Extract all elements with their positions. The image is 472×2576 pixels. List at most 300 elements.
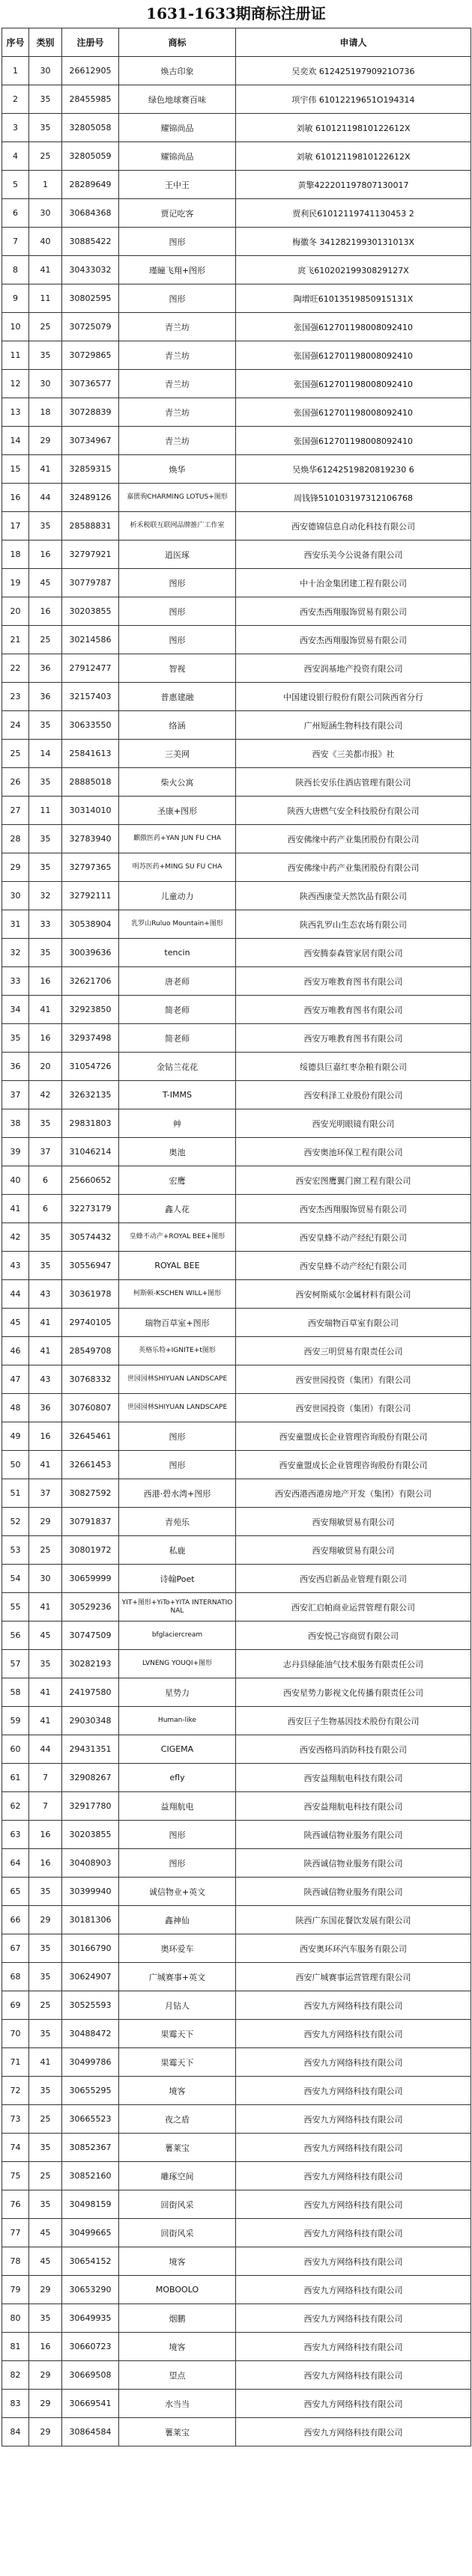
cell-reg-number: 30729865 (62, 341, 119, 370)
cell-applicant: 刘敏 61012119810122612X (236, 114, 471, 142)
cell-trademark: 青兰坊 (119, 370, 236, 398)
cell-reg-number: 30801972 (62, 1536, 119, 1565)
table-row (2, 1622, 471, 1650)
cell-index: 5 (2, 171, 29, 199)
cell-reg-number: 28289649 (62, 171, 119, 199)
cell-trademark: 瑞物百草室+图形 (119, 1309, 236, 1337)
table-row (2, 2219, 471, 2247)
cell-index: 40 (2, 1166, 29, 1195)
cell-reg-number: 32937498 (62, 1024, 119, 1053)
cell-class: 35 (29, 2077, 62, 2105)
table-row (2, 1195, 471, 1223)
cell-trademark: 图形 (119, 597, 236, 626)
cell-reg-number: 30399940 (62, 1878, 119, 1906)
cell-reg-number: 30166790 (62, 1934, 119, 1963)
table-row (2, 2276, 471, 2304)
cell-trademark: 奥池 (119, 1138, 236, 1166)
cell-trademark: 焕古印象 (119, 57, 236, 85)
cell-class: 11 (29, 797, 62, 825)
cell-trademark: T-IMMS (119, 1081, 236, 1109)
cell-reg-number: 32908267 (62, 1764, 119, 1792)
cell-reg-number: 26612905 (62, 57, 119, 85)
cell-class: 35 (29, 939, 62, 967)
cell-index: 24 (2, 711, 29, 740)
table-row (2, 2247, 471, 2276)
cell-applicant: 西安科泽工业股份有限公司 (236, 1081, 471, 1109)
cell-trademark: ROYAL BEE (119, 1252, 236, 1280)
cell-trademark: 绿色地球赛百味 (119, 85, 236, 114)
cell-applicant: 张国强612701198008092410 (236, 427, 471, 455)
cell-index: 73 (2, 2105, 29, 2134)
cell-reg-number: 28549708 (62, 1337, 119, 1365)
cell-trademark: 夜之盾 (119, 2105, 236, 2134)
cell-class: 40 (29, 228, 62, 256)
cell-applicant: 西安九方网络科技有限公司 (236, 2190, 471, 2219)
table-row (2, 626, 471, 654)
cell-class: 35 (29, 711, 62, 740)
cell-applicant: 张国强612701198008092410 (236, 341, 471, 370)
table-row (2, 1906, 471, 1934)
cell-reg-number: 30488472 (62, 2020, 119, 2048)
cell-reg-number: 32632135 (62, 1081, 119, 1109)
cell-trademark: 境客 (119, 2077, 236, 2105)
cell-index: 35 (2, 1024, 29, 1053)
cell-applicant: 西安童盟成长企业管理咨询股份有限公司 (236, 1422, 471, 1451)
cell-applicant: 西安万唯教育图书有限公司 (236, 1024, 471, 1053)
cell-reg-number: 30791837 (62, 1508, 119, 1536)
table-row (2, 1707, 471, 1735)
cell-index: 75 (2, 2162, 29, 2190)
cell-index: 80 (2, 2304, 29, 2333)
table-row (2, 1821, 471, 1849)
table-row (2, 1309, 471, 1337)
cell-reg-number: 29831803 (62, 1109, 119, 1138)
cell-index: 72 (2, 2077, 29, 2105)
cell-applicant: 西安乐美今公说备有限公司 (236, 541, 471, 569)
cell-trademark: 回街风采 (119, 2219, 236, 2247)
table-row (2, 569, 471, 597)
table-row (2, 1479, 471, 1508)
cell-applicant: 西安九方网络科技有限公司 (236, 2276, 471, 2304)
cell-class: 35 (29, 768, 62, 797)
cell-class: 41 (29, 2048, 62, 2077)
cell-applicant: 梅徽冬 34128219930131013X (236, 228, 471, 256)
table-row (2, 427, 471, 455)
header-trademark: 商标 (119, 28, 236, 57)
cell-applicant: 广州短涵生物科技有限公司 (236, 711, 471, 740)
cell-class: 35 (29, 1650, 62, 1678)
cell-applicant: 张国强612701198008092410 (236, 313, 471, 341)
cell-trademark: 诚信物业+英文 (119, 1878, 236, 1906)
cell-reg-number: 25660652 (62, 1166, 119, 1195)
cell-trademark: 青苑乐 (119, 1508, 236, 1536)
cell-class: 25 (29, 142, 62, 171)
table-body (2, 57, 471, 2446)
cell-trademark: MOBOOLO (119, 2276, 236, 2304)
table-row (2, 2390, 471, 2418)
page-title: 1631-1633期商标注册证 (146, 4, 326, 22)
cell-class: 35 (29, 512, 62, 541)
cell-trademark: 图形 (119, 1821, 236, 1849)
cell-trademark: 络涵 (119, 711, 236, 740)
cell-class: 16 (29, 1024, 62, 1053)
cell-index: 1 (2, 57, 29, 85)
cell-applicant: 西安世园投资（集团）有限公司 (236, 1365, 471, 1394)
cell-class: 35 (29, 2020, 62, 2048)
cell-class: 25 (29, 313, 62, 341)
cell-reg-number: 28455985 (62, 85, 119, 114)
cell-reg-number: 32792111 (62, 882, 119, 910)
table-row (2, 2190, 471, 2219)
cell-index: 29 (2, 853, 29, 882)
table-row (2, 1878, 471, 1906)
cell-class: 6 (29, 1195, 62, 1223)
cell-index: 38 (2, 1109, 29, 1138)
cell-class: 14 (29, 740, 62, 768)
cell-trademark: 宏鹰 (119, 1166, 236, 1195)
cell-class: 1 (29, 171, 62, 199)
cell-class: 35 (29, 1934, 62, 1963)
table-row (2, 228, 471, 256)
cell-trademark: 私鹿 (119, 1536, 236, 1565)
cell-index: 32 (2, 939, 29, 967)
cell-applicant: 西安九方网络科技有限公司 (236, 1991, 471, 2020)
cell-applicant: 西安奥池环保工程有限公司 (236, 1138, 471, 1166)
cell-reg-number: 32621706 (62, 967, 119, 996)
cell-class: 29 (29, 2276, 62, 2304)
table-row (2, 1337, 471, 1365)
cell-reg-number: 30725079 (62, 313, 119, 341)
cell-index: 77 (2, 2219, 29, 2247)
cell-reg-number: 30203855 (62, 1821, 119, 1849)
table-row (2, 1508, 471, 1536)
cell-index: 26 (2, 768, 29, 797)
cell-trademark: 英格乐特+IGNITE+t图形 (119, 1337, 236, 1365)
cell-applicant: 陕西乳罗山生态农场有限公司 (236, 910, 471, 939)
table-row (2, 370, 471, 398)
cell-reg-number: 30864584 (62, 2418, 119, 2446)
cell-reg-number: 30574432 (62, 1223, 119, 1252)
cell-applicant: 西安西启新品业管理有限公司 (236, 1565, 471, 1593)
table-row (2, 740, 471, 768)
table-row (2, 1024, 471, 1053)
cell-index: 6 (2, 199, 29, 228)
table-row (2, 398, 471, 427)
cell-applicant: 陶增旺61013519850915131X (236, 284, 471, 313)
cell-reg-number: 31046214 (62, 1138, 119, 1166)
table-row (2, 1138, 471, 1166)
cell-applicant: 西安奥环环汽车服务有限公司 (236, 1934, 471, 1963)
cell-class: 45 (29, 1622, 62, 1650)
cell-index: 42 (2, 1223, 29, 1252)
cell-applicant: 庹飞61020219930829127X (236, 256, 471, 284)
cell-class: 41 (29, 1451, 62, 1479)
cell-reg-number: 30408903 (62, 1849, 119, 1878)
cell-trademark: 星势力 (119, 1678, 236, 1707)
cell-class: 16 (29, 1422, 62, 1451)
cell-reg-number: 29740105 (62, 1309, 119, 1337)
cell-reg-number: 30669541 (62, 2390, 119, 2418)
cell-index: 54 (2, 1565, 29, 1593)
cell-index: 67 (2, 1934, 29, 1963)
cell-class: 37 (29, 1138, 62, 1166)
cell-applicant: 西安星势力影视文化传播有限责任公司 (236, 1678, 471, 1707)
cell-trademark: CIGEMA (119, 1735, 236, 1764)
table-row (2, 1934, 471, 1963)
cell-index: 41 (2, 1195, 29, 1223)
cell-trademark: 月钻人 (119, 1991, 236, 2020)
cell-index: 55 (2, 1593, 29, 1622)
cell-reg-number: 30665523 (62, 2105, 119, 2134)
table-row (2, 2048, 471, 2077)
cell-applicant: 西安三明贸易有限责任公司 (236, 1337, 471, 1365)
table-row (2, 1365, 471, 1394)
cell-index: 78 (2, 2247, 29, 2276)
cell-trademark: 境客 (119, 2247, 236, 2276)
cell-index: 52 (2, 1508, 29, 1536)
cell-reg-number: 30852367 (62, 2134, 119, 2162)
cell-class: 16 (29, 541, 62, 569)
table-row (2, 910, 471, 939)
cell-reg-number: 29431351 (62, 1735, 119, 1764)
cell-class: 36 (29, 1394, 62, 1422)
cell-reg-number: 30736577 (62, 370, 119, 398)
cell-index: 22 (2, 654, 29, 683)
cell-applicant: 西安九方网络科技有限公司 (236, 2162, 471, 2190)
cell-applicant: 中十治金集团建工程有限公司 (236, 569, 471, 597)
cell-reg-number: 32489126 (62, 484, 119, 512)
cell-class: 35 (29, 1878, 62, 1906)
cell-class: 45 (29, 2247, 62, 2276)
cell-applicant: 绥德县巨嘉红枣杂粮有限公司 (236, 1053, 471, 1081)
cell-trademark: 简老师 (119, 996, 236, 1024)
cell-trademark: 图形 (119, 1451, 236, 1479)
cell-trademark: 回街风采 (119, 2190, 236, 2219)
cell-reg-number: 30039636 (62, 939, 119, 967)
cell-class: 16 (29, 597, 62, 626)
table-row (2, 967, 471, 996)
cell-trademark: 唐老师 (119, 967, 236, 996)
cell-trademark: Human-like (119, 1707, 236, 1735)
cell-reg-number: 32157403 (62, 683, 119, 711)
table-row (2, 2162, 471, 2190)
cell-trademark: 薯莱宝 (119, 2418, 236, 2446)
cell-reg-number: 32923850 (62, 996, 119, 1024)
cell-class: 35 (29, 2134, 62, 2162)
table-row (2, 1252, 471, 1280)
cell-index: 65 (2, 1878, 29, 1906)
cell-trademark: efly (119, 1764, 236, 1792)
cell-reg-number: 30314010 (62, 797, 119, 825)
cell-index: 34 (2, 996, 29, 1024)
cell-index: 15 (2, 455, 29, 484)
table-row (2, 57, 471, 85)
cell-applicant: 西安光明眼镜有限公司 (236, 1109, 471, 1138)
cell-index: 2 (2, 85, 29, 114)
cell-class: 45 (29, 2219, 62, 2247)
cell-applicant: 西安悦己容商贸有限公司 (236, 1622, 471, 1650)
cell-index: 12 (2, 370, 29, 398)
cell-applicant: 西安柯斯威尔金属材料有限公司 (236, 1280, 471, 1309)
cell-trademark: 图形 (119, 1422, 236, 1451)
cell-class: 35 (29, 853, 62, 882)
cell-class: 35 (29, 1963, 62, 1991)
cell-applicant: 西安宏图鹰翼门窗工程有限公司 (236, 1166, 471, 1195)
cell-index: 81 (2, 2333, 29, 2361)
cell-applicant: 西安润基地产投资有限公司 (236, 654, 471, 683)
cell-class: 36 (29, 683, 62, 711)
cell-class: 33 (29, 910, 62, 939)
cell-class: 41 (29, 1593, 62, 1622)
cell-reg-number: 30499786 (62, 2048, 119, 2077)
table-row (2, 654, 471, 683)
cell-index: 68 (2, 1963, 29, 1991)
table-row (2, 341, 471, 370)
cell-reg-number: 32783940 (62, 825, 119, 853)
table-row (2, 1565, 471, 1593)
cell-trademark: 艸 (119, 1109, 236, 1138)
cell-class: 41 (29, 1678, 62, 1707)
cell-trademark: 耀锦尚品 (119, 142, 236, 171)
cell-applicant: 西安西格玛消防科技有限公司 (236, 1735, 471, 1764)
cell-applicant: 西安九方网络科技有限公司 (236, 2361, 471, 2390)
cell-index: 36 (2, 1053, 29, 1081)
cell-index: 60 (2, 1735, 29, 1764)
cell-class: 29 (29, 2418, 62, 2446)
cell-trademark: 焕华 (119, 455, 236, 484)
cell-class: 36 (29, 654, 62, 683)
cell-class: 25 (29, 626, 62, 654)
cell-applicant: 陕西诚信物业服务有限公司 (236, 1878, 471, 1906)
cell-index: 49 (2, 1422, 29, 1451)
cell-class: 25 (29, 2105, 62, 2134)
cell-applicant: 西安巨子生物基因技术股份有限公司 (236, 1707, 471, 1735)
cell-trademark: 烟鹏 (119, 2304, 236, 2333)
cell-reg-number: 32805059 (62, 142, 119, 171)
table-row (2, 768, 471, 797)
cell-applicant: 西安《三美都市报》社 (236, 740, 471, 768)
cell-class: 30 (29, 370, 62, 398)
cell-reg-number: 30181306 (62, 1906, 119, 1934)
cell-trademark: 析禾税联互联网品牌推广工作室 (119, 512, 236, 541)
cell-class: 7 (29, 1792, 62, 1821)
cell-index: 43 (2, 1252, 29, 1280)
cell-applicant: 西安九方网络科技有限公司 (236, 2020, 471, 2048)
cell-reg-number: 28885018 (62, 768, 119, 797)
table-row (2, 114, 471, 142)
cell-reg-number: 24197580 (62, 1678, 119, 1707)
cell-index: 14 (2, 427, 29, 455)
cell-trademark: 嘉匮驹CHARMING LOTUS+图形 (119, 484, 236, 512)
cell-applicant: 西安皇蜂不动产经纪有限公司 (236, 1252, 471, 1280)
cell-reg-number: 32645461 (62, 1422, 119, 1451)
cell-applicant: 贾利民61012119741130453 2 (236, 199, 471, 228)
cell-reg-number: 30653290 (62, 2276, 119, 2304)
cell-index: 31 (2, 910, 29, 939)
header-applicant: 申请人 (236, 28, 471, 57)
cell-index: 74 (2, 2134, 29, 2162)
cell-class: 43 (29, 1280, 62, 1309)
cell-index: 66 (2, 1906, 29, 1934)
cell-trademark: 青兰坊 (119, 341, 236, 370)
table-row (2, 1451, 471, 1479)
cell-index: 56 (2, 1622, 29, 1650)
cell-applicant: 西安皇蜂不动产经纪有限公司 (236, 1223, 471, 1252)
cell-reg-number: 30282193 (62, 1650, 119, 1678)
cell-applicant: 西安九方网络科技有限公司 (236, 2247, 471, 2276)
cell-trademark: 图形 (119, 569, 236, 597)
cell-index: 30 (2, 882, 29, 910)
cell-reg-number: 30684368 (62, 199, 119, 228)
cell-index: 27 (2, 797, 29, 825)
table-row (2, 882, 471, 910)
cell-class: 35 (29, 1109, 62, 1138)
cell-applicant: 西安益翔航电科技有限公司 (236, 1792, 471, 1821)
cell-index: 83 (2, 2390, 29, 2418)
cell-applicant: 西安九方网络科技有限公司 (236, 2304, 471, 2333)
cell-index: 58 (2, 1678, 29, 1707)
cell-class: 29 (29, 2390, 62, 2418)
cell-applicant: 西安童盟成长企业管理咨询股份有限公司 (236, 1451, 471, 1479)
cell-trademark: 益翔航电 (119, 1792, 236, 1821)
cell-class: 20 (29, 1053, 62, 1081)
cell-applicant: 西安万唯教育图书有限公司 (236, 996, 471, 1024)
cell-index: 39 (2, 1138, 29, 1166)
cell-applicant: 吴奕欢 61242519790921O736 (236, 57, 471, 85)
cell-class: 41 (29, 256, 62, 284)
cell-applicant: 中国建设银行股份有限公司陕西省分行 (236, 683, 471, 711)
table-row (2, 1792, 471, 1821)
cell-trademark: LVNENG YOUQI+图形 (119, 1650, 236, 1678)
cell-trademark: 图形 (119, 284, 236, 313)
cell-trademark: 果霉天下 (119, 2020, 236, 2048)
cell-class: 41 (29, 996, 62, 1024)
cell-class: 43 (29, 1365, 62, 1394)
cell-index: 79 (2, 2276, 29, 2304)
cell-applicant: 西安九方网络科技有限公司 (236, 2048, 471, 2077)
cell-applicant: 陕西广东国花餐饮发展有限公司 (236, 1906, 471, 1934)
cell-trademark: tencin (119, 939, 236, 967)
table-row (2, 484, 471, 512)
cell-index: 10 (2, 313, 29, 341)
cell-index: 9 (2, 284, 29, 313)
cell-reg-number: 30214586 (62, 626, 119, 654)
cell-class: 35 (29, 825, 62, 853)
cell-applicant: 吴焕华61242519820819230 6 (236, 455, 471, 484)
cell-class: 29 (29, 1906, 62, 1934)
cell-index: 48 (2, 1394, 29, 1422)
cell-applicant: 西安广城赛事运营管理有限公司 (236, 1963, 471, 1991)
cell-class: 16 (29, 967, 62, 996)
cell-trademark: 水当当 (119, 2390, 236, 2418)
cell-reg-number: 30669508 (62, 2361, 119, 2390)
table-row (2, 2304, 471, 2333)
table-row (2, 2361, 471, 2390)
cell-applicant: 西安九方网络科技有限公司 (236, 2333, 471, 2361)
cell-class: 44 (29, 484, 62, 512)
cell-index: 19 (2, 569, 29, 597)
cell-applicant: 志丹县绿能油气技术服务有限责任公司 (236, 1650, 471, 1678)
cell-index: 46 (2, 1337, 29, 1365)
cell-reg-number: 30852160 (62, 2162, 119, 2190)
cell-applicant: 刘敏 61012119810122612X (236, 142, 471, 171)
cell-index: 13 (2, 398, 29, 427)
cell-trademark: 青兰坊 (119, 427, 236, 455)
cell-index: 37 (2, 1081, 29, 1109)
cell-trademark: 雕琢空间 (119, 2162, 236, 2190)
cell-trademark: 简老师 (119, 1024, 236, 1053)
cell-applicant: 西安杰西翔服饰贸易有限公司 (236, 626, 471, 654)
